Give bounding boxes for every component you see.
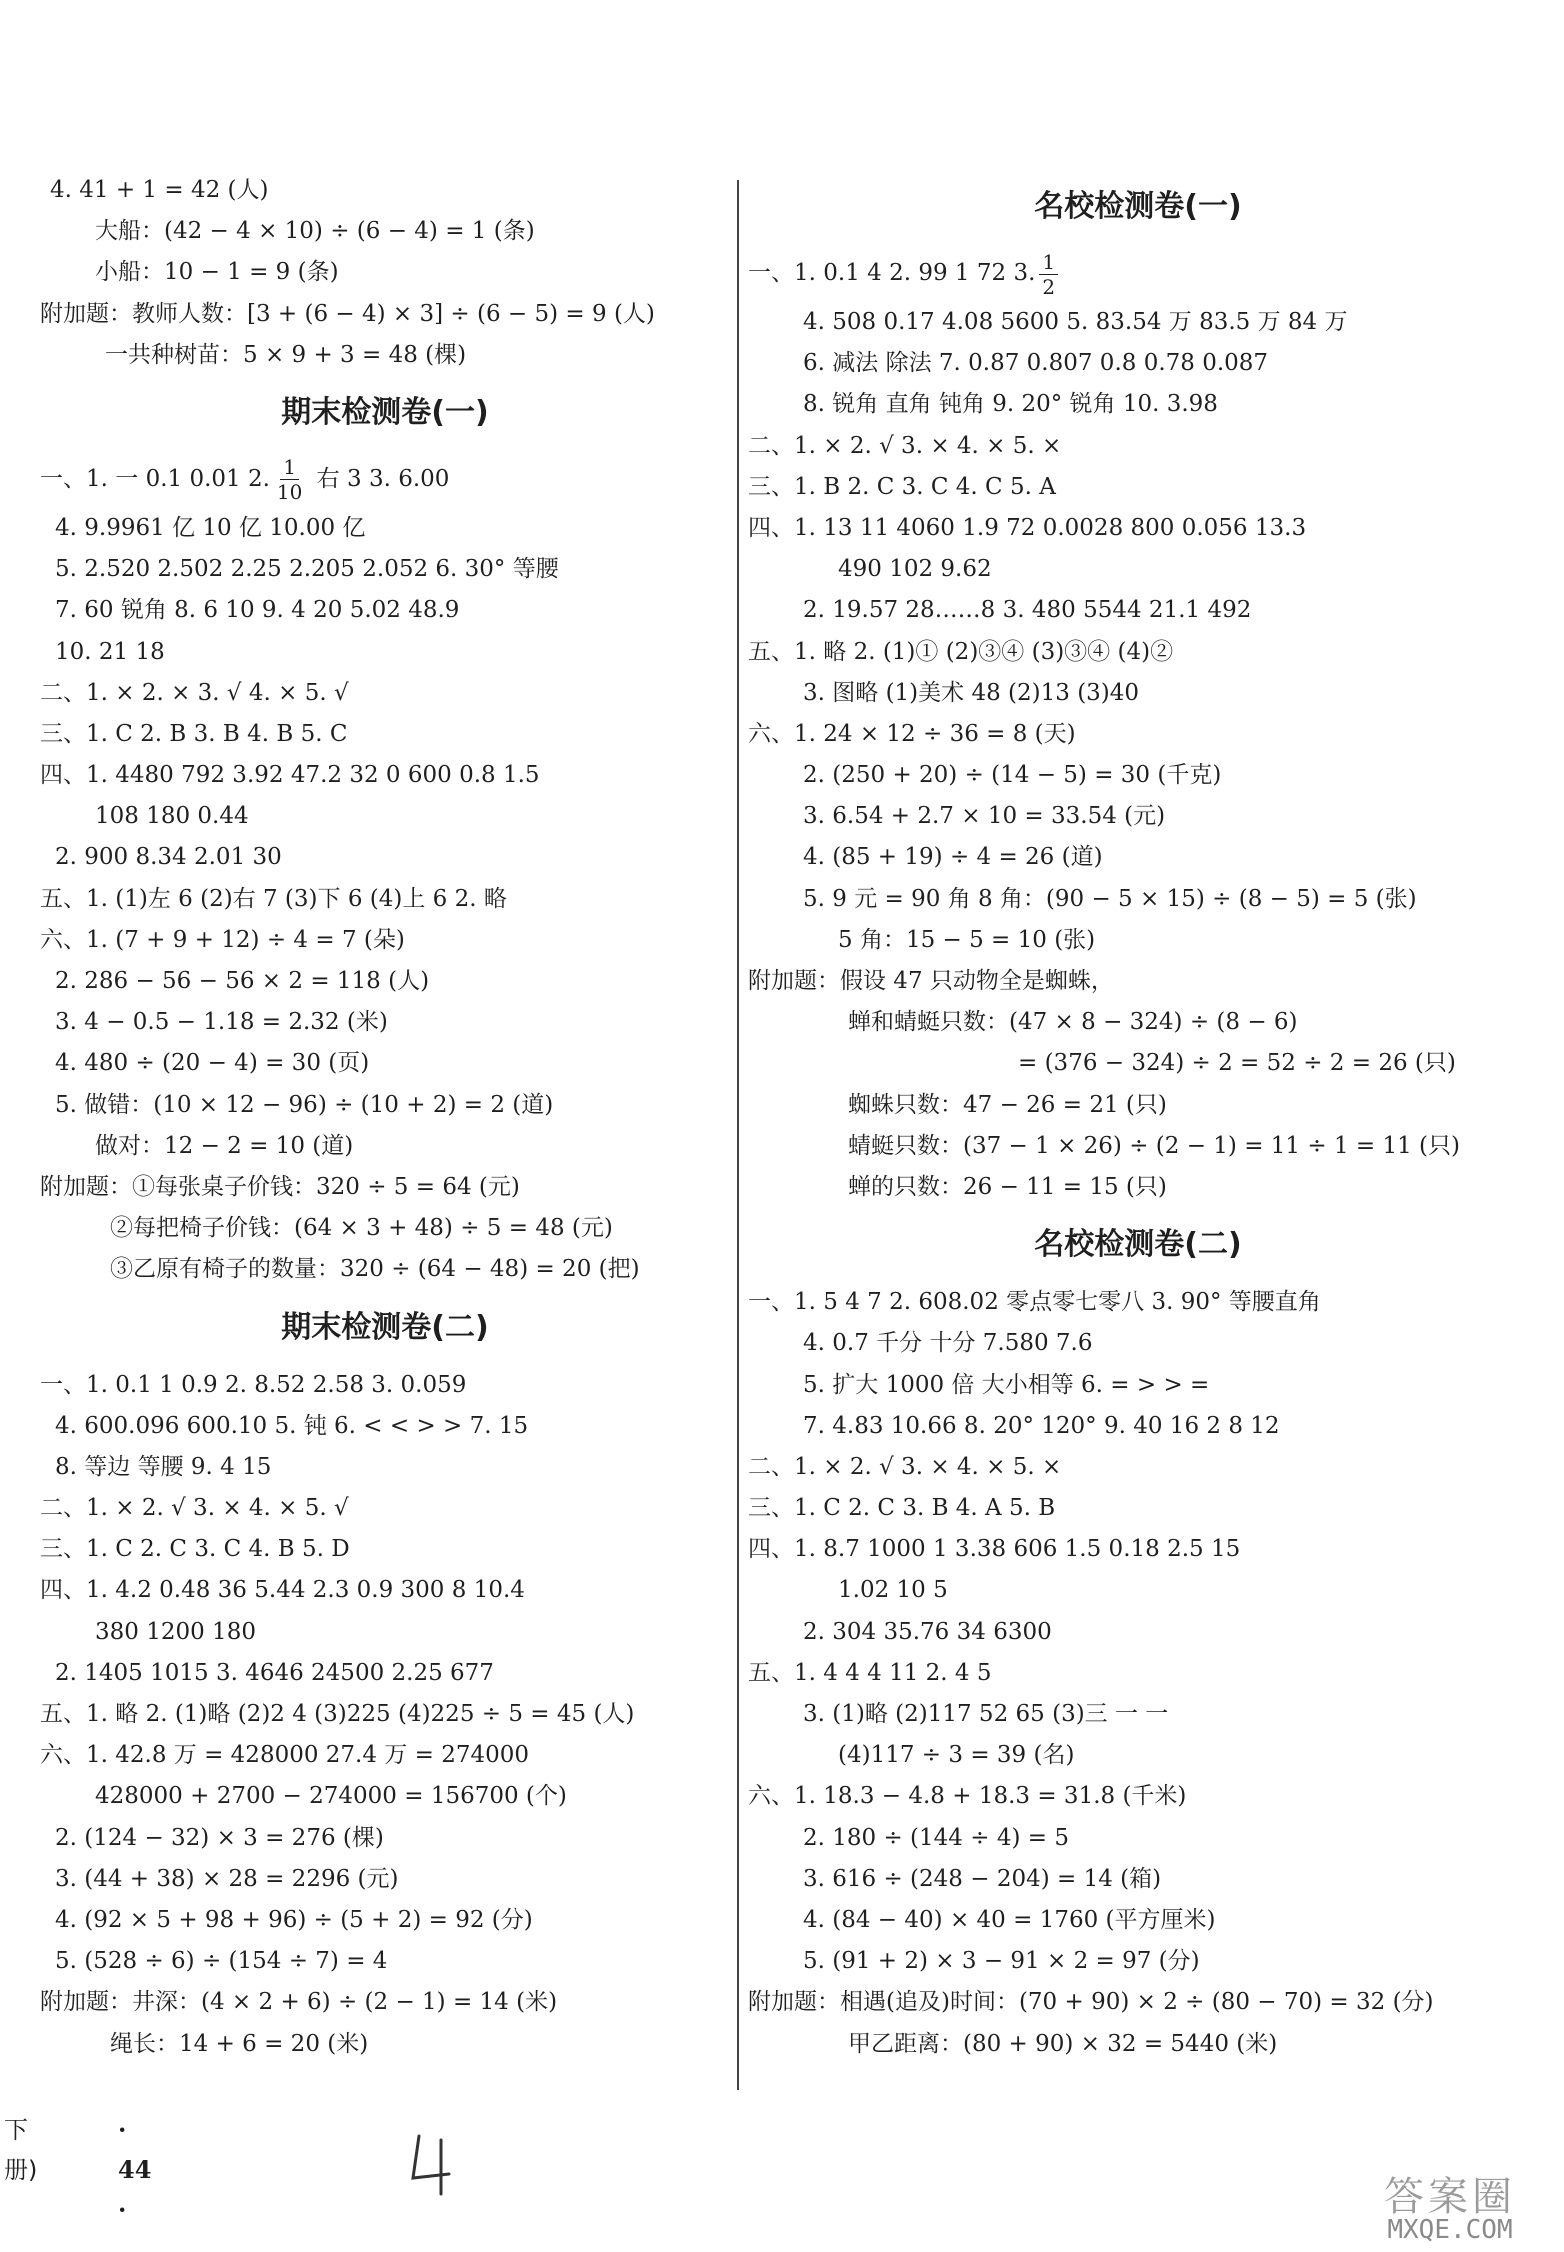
answer-line: 5. (91 + 2) × 3 − 91 × 2 = 97 (分) — [803, 1948, 1200, 1975]
page-number: · 44 · — [118, 2115, 152, 2224]
answer-line: 3. (44 + 38) × 28 = 2296 (元) — [55, 1865, 399, 1892]
answer-line: 5. (528 ÷ 6) ÷ (154 ÷ 7) = 4 — [55, 1948, 388, 1975]
answer-line: 五、1. 略 2. (1)① (2)③④ (3)③④ (4)② — [748, 638, 1174, 665]
fraction-denominator: 10 — [276, 480, 303, 505]
column-divider — [737, 180, 739, 2090]
answer-line: 六、1. 24 × 12 ÷ 36 = 8 (天) — [748, 720, 1076, 747]
answer-line: 四、1. 8.7 1000 1 3.38 606 1.5 0.18 2.5 15 — [748, 1536, 1241, 1563]
answer-line: 蝉和蜻蜓只数：(47 × 8 − 324) ÷ (8 − 6) — [848, 1009, 1298, 1036]
watermark — [1340, 2165, 1560, 2252]
answer-line: 甲乙距离：(80 + 90) × 32 = 5440 (米) — [848, 2030, 1278, 2057]
fraction — [274, 455, 305, 505]
answer-line: 4. 0.7 千分 十分 7.580 7.6 — [803, 1330, 1093, 1357]
right-column — [748, 170, 1528, 2065]
answer-line: 2. 286 − 56 − 56 × 2 = 118 (人) — [55, 968, 430, 994]
answer-line: 五、1. 4 4 4 11 2. 4 5 — [748, 1659, 992, 1686]
section-heading: 期末检测卷(一) — [281, 394, 489, 430]
answer-line: ③乙原有椅子的数量：320 ÷ (64 − 48) = 20 (把) — [110, 1256, 640, 1283]
answer-line: 二、1. × 2. × 3. √ 4. × 5. √ — [40, 679, 349, 706]
answer-line: 三、1. C 2. B 3. B 4. B 5. C — [40, 720, 348, 747]
answer-line: (4)117 ÷ 3 = 39 (名) — [838, 1742, 1075, 1769]
answer-line: ②每把椅子价钱：(64 × 3 + 48) ÷ 5 = 48 (元) — [110, 1215, 613, 1242]
answer-line: 做对：12 − 2 = 10 (道) — [95, 1132, 354, 1159]
answer-line: 六、1. 42.8 万 = 428000 27.4 万 = 274000 — [40, 1742, 529, 1769]
watermark-url: MXQE.COM — [1387, 2215, 1513, 2245]
answer-line: 四、1. 13 11 4060 1.9 72 0.0028 800 0.056 13.3 — [748, 514, 1307, 541]
answer-line: 蜻蜓只数：(37 − 1 × 26) ÷ (2 − 1) = 11 ÷ 1 = 11 (只) — [848, 1132, 1461, 1159]
answer-line: 5. 9 元 = 90 角 8 角：(90 − 5 × 15) ÷ (8 − 5) = 5 (张) — [803, 885, 1417, 912]
answer-line: 2. 19.57 28……8 3. 480 5544 21.1 492 — [803, 597, 1252, 624]
answer-line: 附加题：假设 47 只动物全是蜘蛛， — [748, 968, 1114, 994]
answer-line: 4. (92 × 5 + 98 + 96) ÷ (5 + 2) = 92 (分) — [55, 1906, 533, 1933]
answer-line: 二、1. × 2. √ 3. × 4. × 5. × — [748, 432, 1062, 459]
answer-line: 380 1200 180 — [95, 1618, 256, 1645]
answer-line: 二、1. × 2. √ 3. × 4. × 5. × — [748, 1453, 1062, 1480]
answer-line: 3. 4 − 0.5 − 1.18 = 2.32 (米) — [55, 1009, 388, 1036]
answer-line: 7. 4.83 10.66 8. 20° 120° 9. 40 16 2 8 12 — [803, 1412, 1280, 1439]
answer-line: 五、1. 略 2. (1)略 (2)2 4 (3)225 (4)225 ÷ 5 = 45 (人) — [40, 1701, 635, 1727]
answer-line: 4. 480 ÷ (20 − 4) = 30 (页) — [55, 1050, 370, 1077]
answer-line — [40, 450, 730, 508]
fraction — [1039, 249, 1058, 299]
answer-line: 附加题：相遇(追及)时间：(70 + 90) × 2 ÷ (80 − 70) = 32 (分) — [748, 1989, 1434, 2016]
answer-line: 4. 41 + 1 = 42 (人) — [50, 177, 269, 203]
answer-line: 3. 616 ÷ (248 − 204) = 14 (箱) — [803, 1865, 1162, 1892]
answer-line: 一、1. 5 4 7 2. 608.02 零点零七零八 3. 90° 等腰直角 — [748, 1289, 1321, 1316]
answer-line: 2. (250 + 20) ÷ (14 − 5) = 30 (千克) — [803, 762, 1222, 789]
left-column — [40, 170, 730, 2065]
answer-line: 108 180 0.44 — [95, 803, 249, 830]
volume-label: 下册) — [4, 2116, 38, 2184]
answer-line: 4. 508 0.17 4.08 5600 5. 83.54 万 83.5 万 84 万 — [803, 309, 1348, 335]
answer-line: 2. 304 35.76 34 6300 — [803, 1618, 1052, 1645]
handwritten-mark — [405, 2130, 465, 2200]
answer-line: 490 102 9.62 — [838, 556, 992, 583]
section-heading: 名校检测卷(二) — [1034, 1227, 1242, 1263]
fraction-numerator: 1 — [280, 457, 299, 480]
answer-line: 5. 2.520 2.502 2.25 2.205 2.052 6. 30° 等腰 — [55, 556, 559, 583]
answer-text: 一、1. 0.1 4 2. 99 1 72 3. — [748, 260, 1036, 286]
watermark-logo: 答案圈 — [1384, 2174, 1516, 2220]
answer-line: 附加题：井深：(4 × 2 + 6) ÷ (2 − 1) = 14 (米) — [40, 1989, 558, 2016]
answer-line: 一、1. 0.1 1 0.9 2. 8.52 2.58 3. 0.059 — [40, 1371, 467, 1398]
answer-line: 大船：(42 − 4 × 10) ÷ (6 − 4) = 1 (条) — [95, 218, 535, 245]
answer-line: 2. 180 ÷ (144 ÷ 4) = 5 — [803, 1824, 1069, 1851]
answer-line: 五、1. (1)左 6 (2)右 7 (3)下 6 (4)上 6 2. 略 — [40, 885, 507, 912]
answer-line: 6. 减法 除法 7. 0.87 0.807 0.8 0.78 0.087 — [803, 350, 1269, 377]
answer-line: 六、1. 18.3 − 4.8 + 18.3 = 31.8 (千米) — [748, 1783, 1187, 1810]
answer-line: 三、1. C 2. C 3. C 4. B 5. D — [40, 1536, 350, 1563]
answer-line: 四、1. 4.2 0.48 36 5.44 2.3 0.9 300 8 10.4 — [40, 1577, 525, 1604]
answer-line: 三、1. C 2. C 3. B 4. A 5. B — [748, 1495, 1056, 1522]
answer-line: 三、1. B 2. C 3. C 4. C 5. A — [748, 473, 1056, 500]
fraction-denominator: 2 — [1042, 274, 1056, 299]
answer-text: 右 3 3. 6.00 — [309, 465, 450, 492]
answer-text: 一、1. 一 0.1 0.01 2. — [40, 465, 270, 492]
answer-line: 8. 锐角 直角 钝角 9. 20° 锐角 10. 3.98 — [803, 391, 1218, 418]
answer-line: 5. 做错：(10 × 12 − 96) ÷ (10 + 2) = 2 (道) — [55, 1091, 554, 1118]
answer-line: 3. 图略 (1)美术 48 (2)13 (3)40 — [803, 679, 1140, 706]
answer-line: 4. (84 − 40) × 40 = 1760 (平方厘米) — [803, 1906, 1216, 1933]
answer-line: 小船：10 − 1 = 9 (条) — [95, 259, 339, 286]
answer-line: 4. 9.9961 亿 10 亿 10.00 亿 — [55, 514, 366, 541]
answer-line: 5. 扩大 1000 倍 大小相等 6. = > > = — [803, 1371, 1210, 1398]
answer-line: 7. 60 锐角 8. 6 10 9. 4 20 5.02 48.9 — [55, 597, 460, 624]
answer-line: 4. 600.096 600.10 5. 钝 6. < < > > 7. 15 — [55, 1412, 529, 1439]
answer-line: 428000 + 2700 − 274000 = 156700 (个) — [95, 1783, 567, 1810]
answer-line: 附加题：教师人数：[3 + (6 − 4) × 3] ÷ (6 − 5) = 9 (人) — [40, 300, 655, 327]
answer-line: 六、1. (7 + 9 + 12) ÷ 4 = 7 (朵) — [40, 926, 405, 953]
answer-line: 蜘蛛只数：47 − 26 = 21 (只) — [848, 1091, 1167, 1118]
answer-line: 2. 1405 1015 3. 4646 24500 2.25 677 — [55, 1659, 494, 1686]
answer-line: 5 角：15 − 5 = 10 (张) — [838, 926, 1096, 953]
section-heading: 期末检测卷(二) — [281, 1309, 489, 1345]
answer-line: 二、1. × 2. √ 3. × 4. × 5. √ — [40, 1495, 349, 1522]
answer-line: 一共种树苗：5 × 9 + 3 = 48 (棵) — [105, 341, 467, 368]
answer-line: 蝉的只数：26 − 11 = 15 (只) — [848, 1173, 1167, 1200]
section-heading: 名校检测卷(一) — [1034, 189, 1242, 224]
answer-line: 8. 等边 等腰 9. 4 15 — [55, 1453, 272, 1480]
answer-line: 附加题：①每张桌子价钱：320 ÷ 5 = 64 (元) — [40, 1173, 520, 1200]
answer-line: 2. 900 8.34 2.01 30 — [55, 844, 282, 871]
fraction-numerator: 1 — [1039, 252, 1058, 275]
answer-line: 1.02 10 5 — [838, 1577, 948, 1604]
answer-line: 绳长：14 + 6 = 20 (米) — [110, 2030, 369, 2057]
answer-line: 3. (1)略 (2)117 52 65 (3)三 一 一 — [803, 1701, 1169, 1727]
answer-line: 10. 21 18 — [55, 638, 165, 665]
answer-line — [748, 244, 1528, 302]
answer-line: = (376 − 324) ÷ 2 = 52 ÷ 2 = 26 (只) — [1018, 1050, 1456, 1077]
answer-line: 四、1. 4480 792 3.92 47.2 32 0 600 0.8 1.5 — [40, 762, 540, 789]
answer-line: 2. (124 − 32) × 3 = 276 (棵) — [55, 1824, 384, 1851]
answer-line: 3. 6.54 + 2.7 × 10 = 33.54 (元) — [803, 803, 1166, 830]
answer-line: 4. (85 + 19) ÷ 4 = 26 (道) — [803, 844, 1103, 871]
